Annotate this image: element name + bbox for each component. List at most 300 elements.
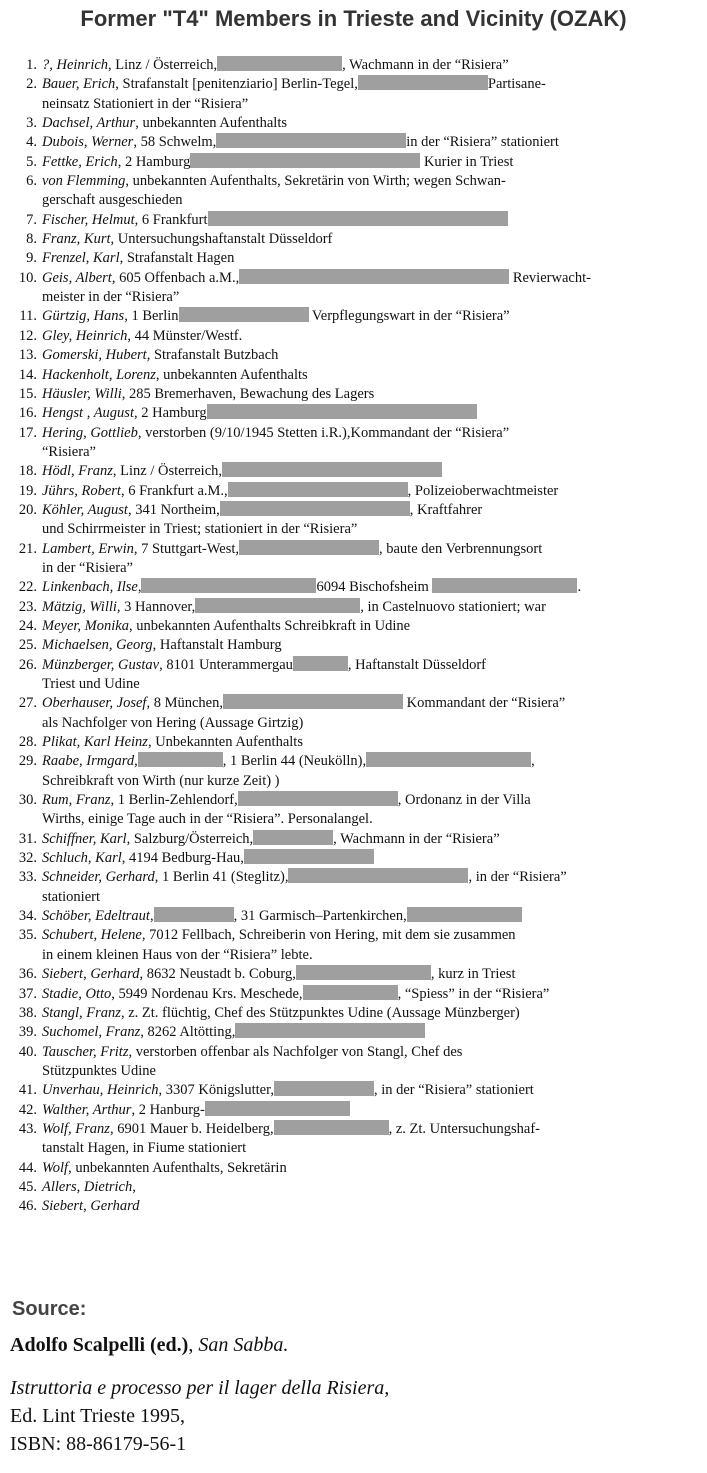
entry-name: Siebert, Gerhard [42,966,140,983]
entry-text [42,965,698,984]
list-item [8,830,698,849]
entry-name: Schöber, Edeltraut [42,908,150,925]
entry-text [42,404,698,423]
entry-detail: , 58 Schwelm, [133,134,217,151]
entry-detail: , verstorben (9/10/1945 Stetten i.R.),Kommandant der “Risiera” [137,424,510,441]
entry-name: ?, Heinrich [42,57,109,73]
entry-number: 24. [18,617,37,634]
entry-detail-continued: , in der “Risiera” stationiert [373,1082,534,1099]
list-item [8,1004,698,1023]
entry-text [42,249,698,268]
entry-name: Wolf [42,1159,69,1176]
entry-detail-line2: tanstalt Hagen, in Fiume stationiert [42,1140,247,1157]
entry-detail-continued: Partisane- [487,76,546,93]
entry-detail-line2: und Schirrmeister in Triest; stationiert in der “Risiera” [42,521,358,538]
list-item [8,424,698,463]
entry-text [42,172,698,211]
entry-number: 41. [18,1082,37,1099]
entry-detail: , 2 Hamburg [117,153,191,170]
entry-name: Geis, Albert [42,269,112,286]
entry-name: Wolf, Franz [42,1120,110,1137]
source-citation [10,1334,288,1357]
entry-number: 38. [18,1004,37,1021]
source-subtitle: Istruttoria e processo per il lager della Risiera, [10,1377,390,1399]
entry-detail: , 2 Hamburg [133,405,207,422]
redaction-bar [239,269,509,284]
list-item [8,114,698,133]
entry-number: 17. [18,424,37,441]
entry-text [42,1178,698,1197]
entry-number: 10. [18,269,37,286]
list-item [8,269,698,308]
entry-text [42,153,698,172]
entry-number: 8. [26,231,37,248]
redaction-bar [228,482,408,497]
entry-name: Fettke, Erich [42,153,118,170]
entry-detail-continued: , baute den Verbrennungsort [379,540,543,557]
redaction-bar [220,501,410,516]
entry-text [42,346,698,365]
entry-detail-continued: , Ordonanz in der Villa [397,792,531,809]
entry-text [42,617,698,636]
list-item [8,965,698,984]
entry-detail-end: , [531,753,535,770]
entry-name: Unverhau, Heinrich [42,1082,159,1099]
list-item [8,133,698,152]
list-item [8,153,698,172]
entry-detail: , 8632 Neustadt b. Coburg, [139,966,296,983]
entry-text [42,269,698,308]
entry-text [42,1081,698,1100]
entry-detail: , Salzburg/Österreich, [126,830,254,847]
redaction-bar [190,153,420,168]
redaction-bar [223,694,403,709]
entry-detail-line2: Stützpunktes Udine [42,1062,156,1079]
list-item [8,733,698,752]
entry-detail: , Linz / Österreich, [108,57,218,73]
list-item [8,462,698,481]
entry-name: Fischer, Helmut [42,211,135,228]
list-item [8,636,698,655]
entry-detail: , 1 Berlin 41 (Steglitz), [154,869,289,886]
source-author: Adolfo Scalpelli (ed.) [10,1334,189,1356]
entry-detail-line2: als Nachfolger von Hering (Aussage Girtzig) [42,714,304,731]
entry-number: 30. [18,792,37,809]
entry-number: 36. [18,966,37,983]
entry-number: 29. [18,753,37,770]
entry-detail-line2: stationiert [42,888,100,905]
entry-detail-continued: 6094 Bischofsheim [316,579,433,596]
entry-detail-line2: in einem kleinen Haus von der “Risiera” lebte. [42,946,313,963]
list-item [8,791,698,830]
list-item [8,307,698,326]
entry-detail-continued: Kurier in Triest [420,153,514,170]
entry-text [42,1120,698,1159]
list-item [8,1159,698,1178]
entry-name: von Flemming [42,173,126,190]
entry-text [42,1159,698,1178]
entry-name: Michaelsen, Georg [42,637,153,654]
entry-name: Schubert, Helene [42,927,142,944]
entry-number: 6. [26,173,37,190]
entry-text [42,366,698,385]
source-label: Source: [12,1298,87,1320]
entry-detail-continued: , z. Zt. Untersuchungshaf- [388,1120,540,1137]
redaction-bar [216,133,406,148]
list-item [8,849,698,868]
entry-text [42,926,698,965]
list-item [8,907,698,926]
entry-name: Münzberger, Gustav [42,656,160,673]
entry-detail: , 1 Berlin [124,308,179,325]
entry-detail-continued: Revierwacht- [509,269,591,286]
entry-text [42,733,698,752]
entry-detail: , unbekannten Aufenthalts, Sekretärin von Wirth; wegen Schwan- [125,173,506,190]
redaction-bar [222,462,442,477]
entry-number: 42. [18,1101,37,1118]
entry-detail: , Strafanstalt Hagen [119,250,235,267]
entry-number: 35. [18,927,37,944]
list-item [8,578,698,597]
source-book-title: San Sabba. [198,1334,289,1356]
entry-detail: , 1 Berlin-Zehlendorf, [110,792,238,809]
entry-number: 43. [18,1120,37,1137]
entry-name: Oberhauser, Josef [42,695,147,712]
entry-number: 34. [18,908,37,925]
entry-number: 12. [18,327,37,344]
entry-text [42,868,698,907]
entry-text [42,462,698,481]
entry-number: 18. [18,463,37,480]
list-item [8,56,698,75]
redaction-bar [179,307,309,322]
entry-detail-continued: , Kraftfahrer [409,501,483,518]
entry-name: Raabe, Irmgard [42,753,135,770]
entry-text [42,327,698,346]
entry-name: Hödl, Franz [42,463,113,480]
page-title: Former "T4" Members in Trieste and Vicinity (OZAK) [80,6,627,31]
redaction-bar [358,75,488,90]
entry-number: 16. [18,405,37,422]
entry-number: 46. [18,1198,37,1215]
entry-number: 4. [26,134,37,151]
entry-detail: , 6 Frankfurt a.M., [120,482,228,499]
entry-detail-line2: Triest und Udine [42,676,140,692]
entry-detail-line2: in der “Risiera” [42,559,133,576]
entry-number: 32. [18,850,37,867]
entry-detail: , 7 Stuttgart-West, [133,540,239,557]
entry-name: Hengst , August [42,405,134,422]
entry-name: Meyer, Monika [42,617,129,634]
list-item [8,482,698,501]
list-item [8,926,698,965]
entry-text [42,1023,698,1042]
entry-number: 26. [18,656,37,673]
entry-text [42,230,698,249]
entry-text [42,385,698,404]
entry-number: 7. [26,211,37,228]
entry-number: 31. [18,830,37,847]
entry-detail-continued: Kommandant der “Risiera” [402,695,566,712]
list-item [8,1120,698,1159]
list-item [8,656,698,695]
entry-detail-continued: , kurz in Triest [430,966,516,983]
redaction-bar [195,598,360,613]
redaction-bar [407,907,522,922]
entry-text [42,656,698,695]
redaction-bar [154,907,234,922]
entry-detail: , 3307 Königslutter, [158,1082,274,1099]
entry-number: 5. [26,153,37,170]
entry-number: 33. [18,869,37,886]
redaction-bar [244,849,374,864]
entry-number: 45. [18,1178,37,1195]
entry-detail: , 8262 Altötting, [140,1024,236,1041]
list-item [8,1023,698,1042]
list-item [8,172,698,211]
entry-detail: , Strafanstalt Butzbach [146,347,279,364]
list-item [8,75,698,114]
entry-detail: , unbekannten Aufenthalts Schreibkraft in Udine [128,617,411,634]
entry-text [42,307,698,326]
list-item [8,366,698,385]
entry-detail-continued: , 31 Garmisch–Partenkirchen, [233,908,407,925]
redaction-bar [432,578,577,593]
entry-name: Hering, Gottlieb [42,424,138,441]
entry-number: 11. [19,308,37,325]
entry-number: 1. [26,57,37,73]
entry-detail: , Linz / Österreich, [112,463,223,480]
entry-detail: , verstorben offenbar als Nachfolger von Stangl, Chef des [128,1043,463,1060]
entry-number: 28. [18,734,37,751]
redaction-bar [208,211,508,226]
entry-detail: , 341 Northeim, [127,501,220,518]
entry-detail: , unbekannten Aufenthalts, Sekretärin [68,1159,287,1176]
entry-name: Gomerski, Hubert [42,347,147,364]
entry-detail-end: . [577,579,582,596]
entry-detail-continued: , Polizeioberwachtmeister [407,482,559,499]
entry-text [42,985,698,1004]
entry-detail: , [137,579,142,596]
entry-name: Stadie, Otto [42,985,112,1002]
list-item [8,346,698,365]
entry-number: 44. [18,1159,37,1176]
entry-name: Siebert, Gerhard [42,1198,140,1215]
list-item [8,385,698,404]
redaction-bar [293,656,348,671]
entry-detail-line2: gerschaft ausgeschieden [42,192,183,209]
entry-text [42,424,698,463]
entry-number: 19. [18,482,37,499]
entry-name: Linkenbach, Ilse [42,579,138,596]
entry-number: 23. [18,598,37,615]
entry-name: Dachsel, Arthur [42,115,136,132]
redaction-bar [288,868,468,883]
entry-name: Bauer, Erich [42,76,116,93]
list-item [8,985,698,1004]
entry-detail: , 3 Hannover, [116,598,196,615]
entry-detail: , Strafanstalt [penitenziario] Berlin-Tegel, [115,76,358,93]
list-item [8,694,698,733]
source-edition: Ed. Lint Trieste 1995, [10,1405,186,1427]
redaction-bar [138,752,223,767]
entry-detail-line2: Schreibkraft von Wirth (nur kurze Zeit) ) [42,772,280,789]
entry-name: Frenzel, Karl [42,250,120,267]
entry-name: Tauscher, Fritz [42,1043,129,1060]
entry-detail-line2: meister in der “Risiera” [42,289,180,306]
entry-detail-continued: , Haftanstalt Düsseldorf [347,656,487,673]
list-item [8,752,698,791]
list-item [8,211,698,230]
list-item [8,327,698,346]
entry-text [42,1197,698,1216]
entry-number: 25. [18,637,37,654]
redaction-bar [253,830,333,845]
entry-text [42,133,698,152]
list-item [8,1197,698,1216]
entry-text [42,1004,698,1023]
redaction-bar [207,404,477,419]
entry-detail-continued: , Wachmann in der “Risiera” [342,57,509,73]
list-item [8,501,698,540]
entry-name: Mätzig, Willi [42,598,117,615]
entry-text [42,636,698,655]
entry-detail: , unbekannten Aufenthalts [155,366,308,383]
list-item [8,404,698,423]
list-item [8,1178,698,1197]
list-item [8,868,698,907]
entry-detail: , 6901 Mauer b. Heidelberg, [109,1120,274,1137]
list-item [8,1043,698,1082]
redaction-bar [235,1023,425,1038]
entry-number: 2. [26,76,37,93]
redaction-bar [303,985,398,1000]
entry-detail: , 8 München, [146,695,223,712]
redaction-bar [141,578,316,593]
entry-detail: , 44 Münster/Westf. [127,327,243,344]
entry-text [42,1043,698,1082]
redaction-bar [366,752,531,767]
entry-text [42,694,698,733]
entry-text [42,752,698,791]
list-item [8,598,698,617]
entry-detail-continued: in der “Risiera” stationiert [406,134,559,151]
source-isbn: ISBN: 88-86179-56-1 [10,1433,187,1455]
list-item [8,1081,698,1100]
list-item [8,230,698,249]
entry-number: 15. [18,385,37,402]
entry-name: Suchomel, Franz [42,1024,141,1041]
entry-text [42,211,698,230]
redaction-bar [274,1081,374,1096]
entry-name: Häusler, Willi [42,385,122,402]
entry-text [42,907,698,926]
entry-name: Allers, Dietrich [42,1178,133,1195]
entry-detail: , Untersuchungshaftanstalt Düsseldorf [110,231,333,248]
entry-name: Schluch, Karl [42,850,122,867]
entry-number: 40. [18,1043,37,1060]
entry-detail: , [132,1178,136,1195]
entry-number: 21. [18,540,37,557]
entry-detail-continued: , Wachmann in der “Risiera” [333,830,500,847]
entry-name: Rum, Franz [42,792,111,809]
entry-name: Lambert, Erwin [42,540,134,557]
entry-name: Schiffner, Karl [42,830,127,847]
list-item [8,249,698,268]
entry-text [42,1101,698,1120]
redaction-bar [217,56,342,71]
entry-name: Gley, Heinrich [42,327,128,344]
list-item [8,617,698,636]
entry-number: 37. [18,985,37,1002]
entry-number: 39. [18,1024,37,1041]
entry-detail-line2: “Risiera” [42,443,96,460]
entry-name: Schneider, Gerhard [42,869,155,886]
redaction-bar [274,1120,389,1135]
entry-text [42,114,698,133]
entry-detail: , 6 Frankfurt [134,211,208,228]
entry-name: Plikat, Karl Heinz [42,734,148,751]
entry-name: Dubois, Werner [42,134,134,151]
list-item [8,540,698,579]
list-item [8,1101,698,1120]
entry-detail: , Haftanstalt Hamburg [152,637,282,654]
entry-detail: , Unbekannten Aufenthalts [147,734,303,751]
entry-name: Köhler, August [42,501,128,518]
entry-detail-continued: , in der “Risiera” [468,869,567,886]
entry-detail: , 4194 Bedburg-Hau, [121,850,244,867]
redaction-bar [296,965,431,980]
entry-text [42,501,698,540]
entry-number: 9. [26,250,37,267]
entry-text [42,56,698,75]
entry-text [42,75,698,114]
entry-name: Gürtzig, Hans [42,308,125,325]
entry-number: 3. [26,115,37,132]
entry-detail: , [149,908,154,925]
entry-detail: , 7012 Fellbach, Schreiberin von Hering, mit dem sie zusammen [141,927,516,944]
entry-number: 27. [18,695,37,712]
entry-text [42,482,698,501]
entry-name: Walther, Arthur [42,1101,132,1118]
entry-detail: , 8101 Unterammergau [159,656,293,673]
entry-detail: , 605 Offenbach a.M., [111,269,240,286]
entry-number: 20. [18,501,37,518]
entry-detail: , [134,753,138,770]
entry-text [42,540,698,579]
entry-text [42,791,698,830]
entry-text [42,578,698,597]
entry-detail: , 285 Bremerhaven, Bewachung des Lagers [121,385,375,402]
redaction-bar [205,1101,350,1116]
entry-text [42,598,698,617]
entry-number: 22. [18,579,37,596]
entry-detail: , 5949 Nordenau Krs. Meschede, [111,985,303,1002]
entry-name: Stangl, Franz [42,1004,121,1021]
redaction-bar [238,791,398,806]
entry-detail-line2: Wirths, einige Tage auch in der “Risiera”. Personalangel. [42,811,373,828]
entry-detail: , unbekannten Aufenthalts [135,115,287,132]
entry-number: 14. [18,366,37,383]
entry-name: Franz, Kurt [42,231,111,248]
entry-detail-continued: , in Castelnuovo stationiert; war [360,598,546,615]
entry-detail: , z. Zt. flüchtig, Chef des Stützpunktes Udine (Aussage Münzberger) [120,1004,520,1021]
entry-text [42,849,698,868]
entry-name: Jührs, Robert [42,482,121,499]
source-separator: , [188,1334,199,1356]
entry-detail-continued: , 1 Berlin 44 (Neukölln), [222,753,367,770]
entry-text [42,830,698,849]
